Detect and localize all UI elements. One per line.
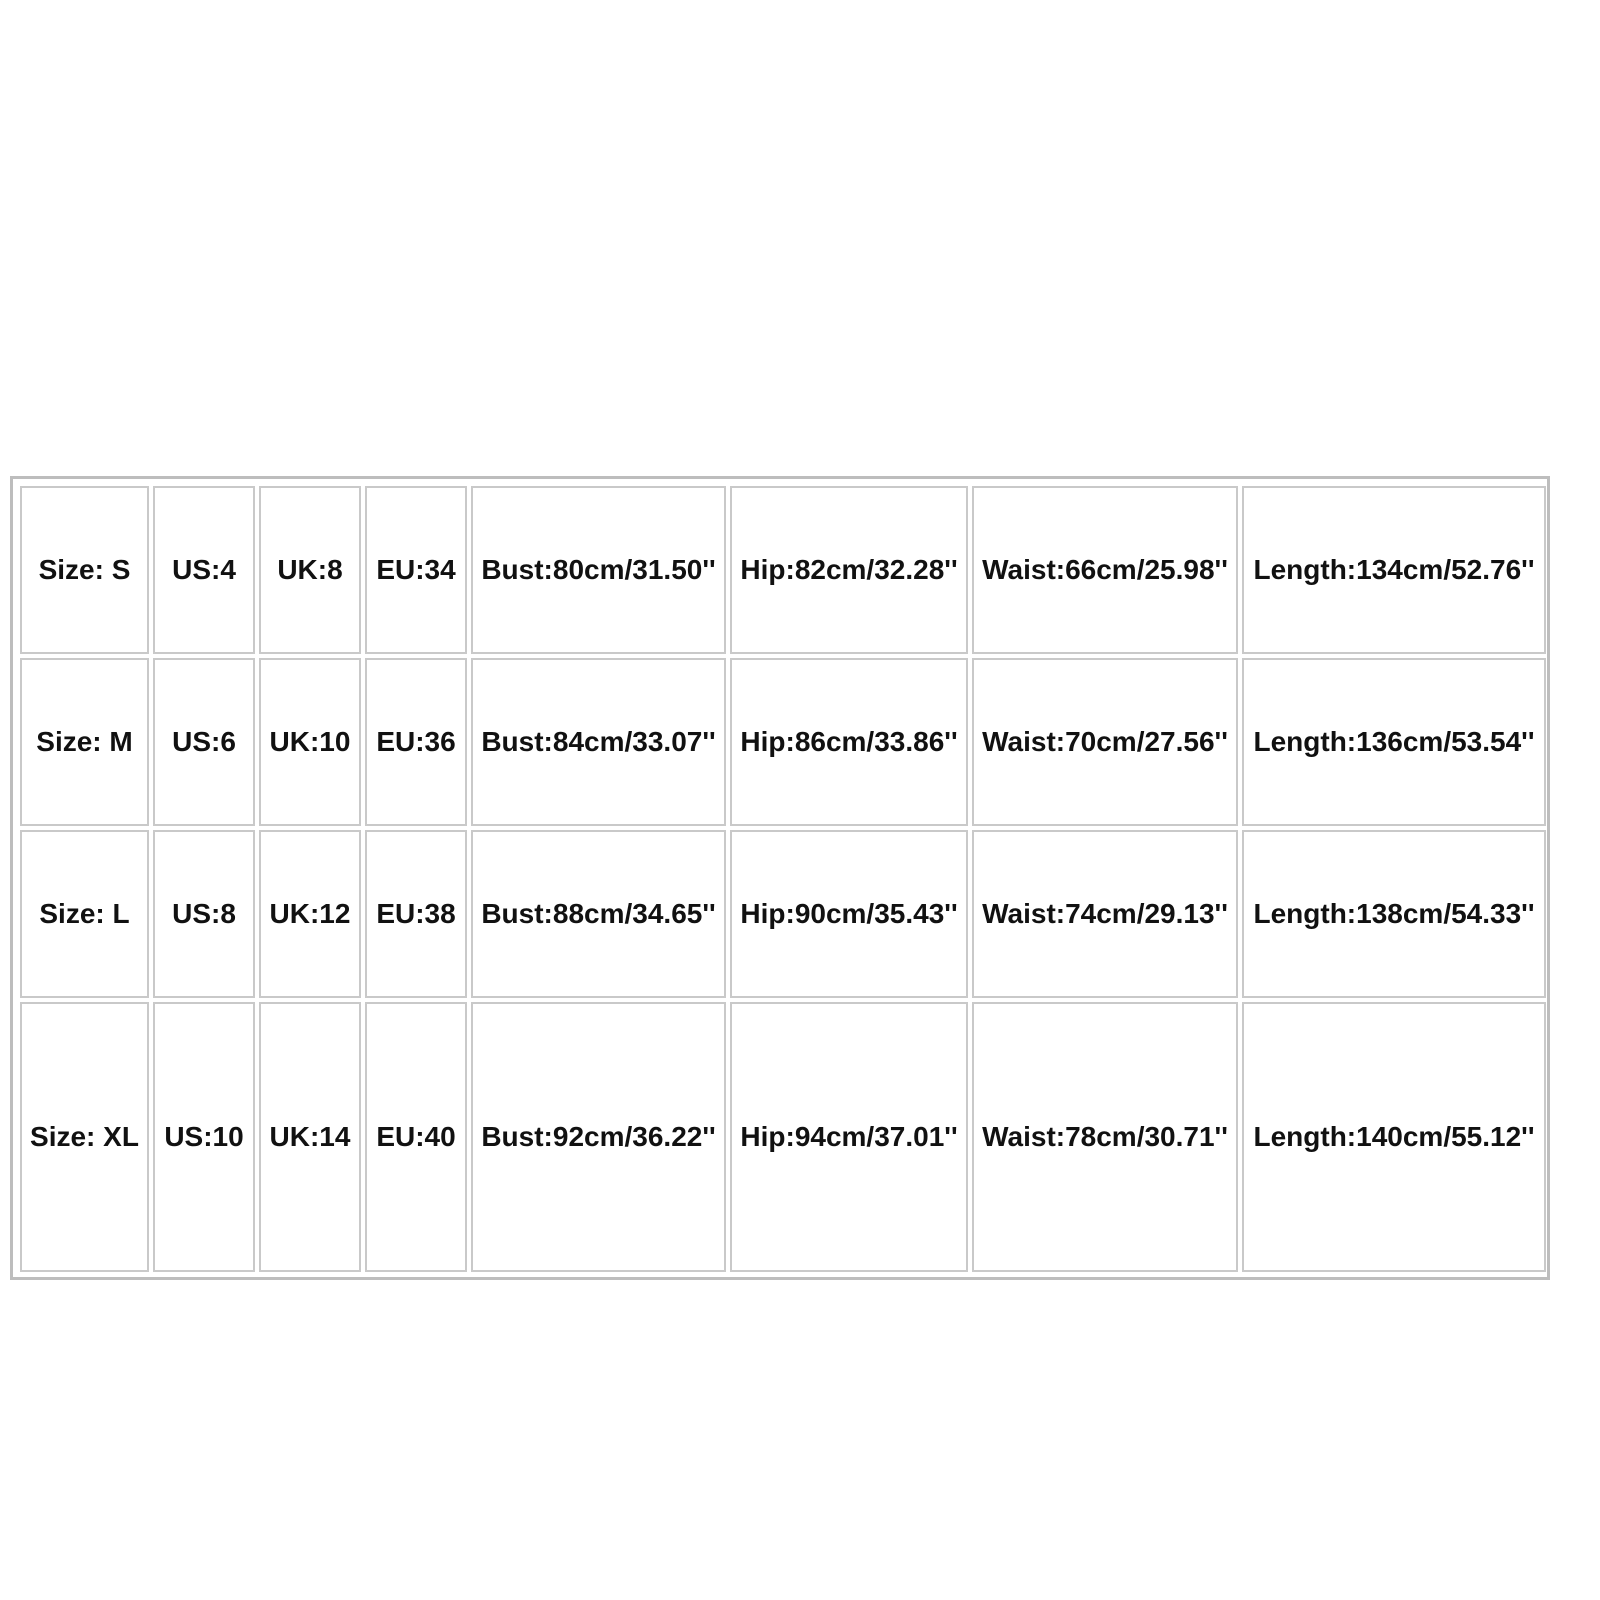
table-row-size-s [20,486,1546,654]
size-chart [10,476,1550,1280]
size-cell: Size: M [20,658,149,826]
waist-cell: Waist:78cm/30.71'' [972,1002,1238,1272]
eu-size-cell: EU:38 [365,830,467,998]
table-row-size-xl [20,1002,1546,1272]
size-cell: Size: S [20,486,149,654]
hip-cell: Hip:82cm/32.28'' [730,486,968,654]
eu-size-cell: EU:36 [365,658,467,826]
uk-size-cell: UK:14 [259,1002,361,1272]
length-cell: Length:136cm/53.54'' [1242,658,1546,826]
hip-cell: Hip:86cm/33.86'' [730,658,968,826]
length-cell: Length:140cm/55.12'' [1242,1002,1546,1272]
bust-cell: Bust:80cm/31.50'' [471,486,726,654]
waist-cell: Waist:74cm/29.13'' [972,830,1238,998]
eu-size-cell: EU:40 [365,1002,467,1272]
eu-size-cell: EU:34 [365,486,467,654]
waist-cell: Waist:70cm/27.56'' [972,658,1238,826]
size-cell: Size: L [20,830,149,998]
us-size-cell: US:8 [153,830,255,998]
size-cell: Size: XL [20,1002,149,1272]
uk-size-cell: UK:8 [259,486,361,654]
length-cell: Length:138cm/54.33'' [1242,830,1546,998]
us-size-cell: US:6 [153,658,255,826]
length-cell: Length:134cm/52.76'' [1242,486,1546,654]
us-size-cell: US:10 [153,1002,255,1272]
us-size-cell: US:4 [153,486,255,654]
uk-size-cell: UK:12 [259,830,361,998]
bust-cell: Bust:84cm/33.07'' [471,658,726,826]
size-chart-table [16,482,1550,1276]
hip-cell: Hip:94cm/37.01'' [730,1002,968,1272]
bust-cell: Bust:88cm/34.65'' [471,830,726,998]
waist-cell: Waist:66cm/25.98'' [972,486,1238,654]
uk-size-cell: UK:10 [259,658,361,826]
table-row-size-l [20,830,1546,998]
table-row-size-m [20,658,1546,826]
hip-cell: Hip:90cm/35.43'' [730,830,968,998]
bust-cell: Bust:92cm/36.22'' [471,1002,726,1272]
